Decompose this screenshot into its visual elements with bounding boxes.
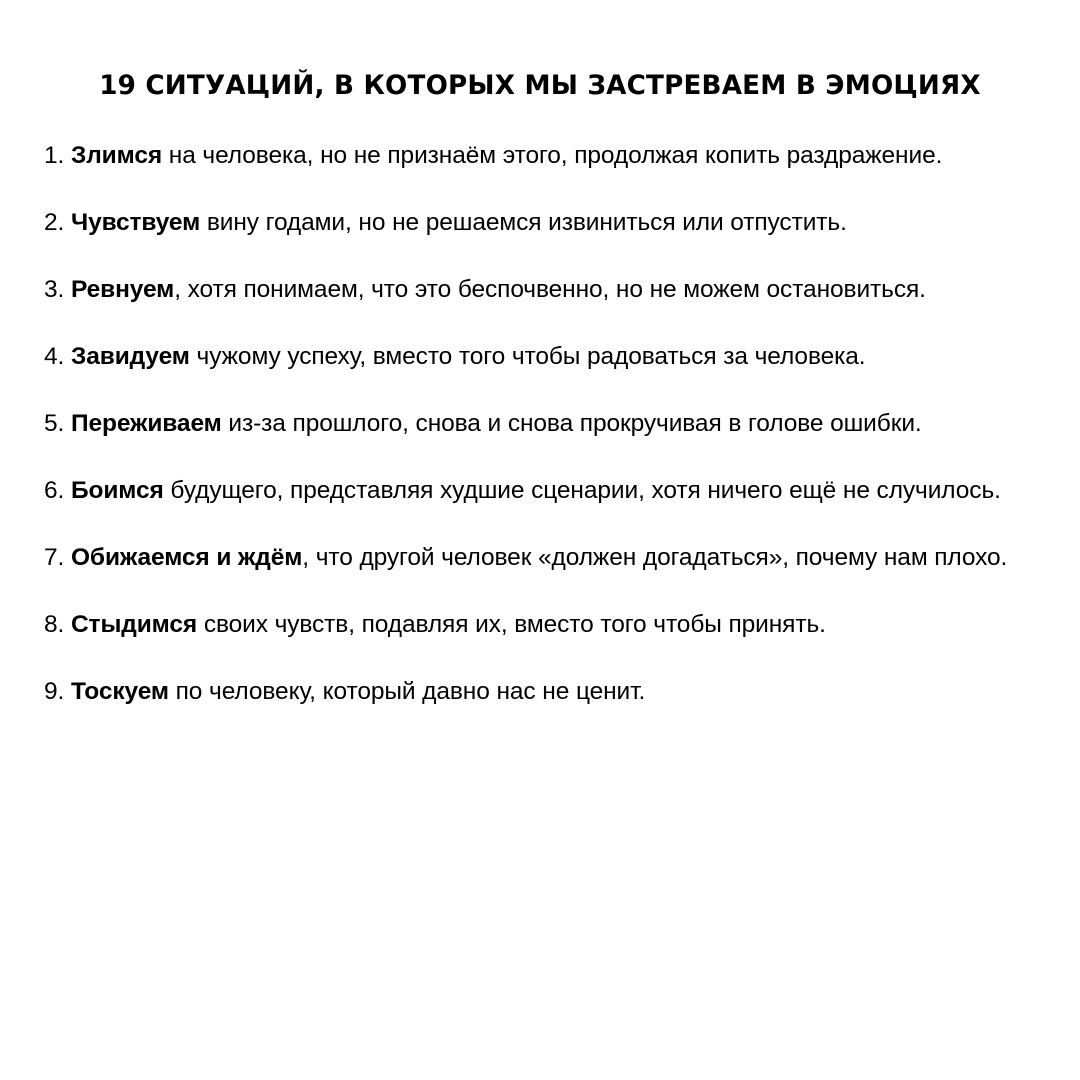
item-number: 7. xyxy=(44,544,65,571)
item-text: , что другой человек «должен догадаться», почему нам плохо. xyxy=(302,544,1008,571)
item-number: 8. xyxy=(44,611,65,638)
item-number: 9. xyxy=(44,678,65,705)
item-text: своих чувств, подавляя их, вместо того чтобы принять. xyxy=(197,611,826,638)
item-number: 4. xyxy=(44,343,65,370)
item-lead: Ревнуем xyxy=(70,276,175,303)
list-item xyxy=(44,139,1044,173)
item-text: из-за прошлого, снова и снова прокручивая в голове ошибки. xyxy=(221,410,922,437)
list-item xyxy=(44,206,1044,240)
item-number: 3. xyxy=(44,276,65,303)
item-lead: Переживаем xyxy=(70,410,222,437)
item-lead: Тоскуем xyxy=(70,678,169,705)
item-number: 5. xyxy=(44,410,65,437)
page-title: 19 СИТУАЦИЙ, В КОТОРЫХ МЫ ЗАСТРЕВАЕМ В ЭМОЦИЯХ xyxy=(99,70,981,102)
item-lead: Стыдимся xyxy=(70,611,198,638)
item-text: будущего, представляя худшие сценарии, хотя ничего ещё не случилось. xyxy=(163,477,1001,504)
item-text: на человека, но не признаём этого, продолжая копить раздражение. xyxy=(162,142,943,169)
list-item xyxy=(44,474,1044,508)
item-text: , хотя понимаем, что это беспочвенно, но не можем остановиться. xyxy=(174,276,926,303)
item-lead: Злимся xyxy=(70,142,163,169)
list-item xyxy=(44,340,1044,374)
item-number: 1. xyxy=(44,142,65,169)
item-lead: Завидуем xyxy=(70,343,190,370)
item-number: 6. xyxy=(44,477,65,504)
list-item xyxy=(44,273,1044,307)
item-lead: Обижаемся и ждём xyxy=(70,544,303,571)
list-item xyxy=(44,608,1044,642)
item-lead: Чувствуем xyxy=(70,209,201,236)
item-text: чужому успеху, вместо того чтобы радоваться за человека. xyxy=(189,343,866,370)
item-number: 2. xyxy=(44,209,65,236)
list-item xyxy=(44,541,1044,575)
item-text: вину годами, но не решаемся извиниться или отпустить. xyxy=(200,209,847,236)
item-lead: Боимся xyxy=(70,477,164,504)
list-item xyxy=(44,407,1044,441)
item-text: по человеку, который давно нас не ценит. xyxy=(168,678,646,705)
list-item xyxy=(44,675,1044,709)
situations-list xyxy=(44,139,1044,742)
